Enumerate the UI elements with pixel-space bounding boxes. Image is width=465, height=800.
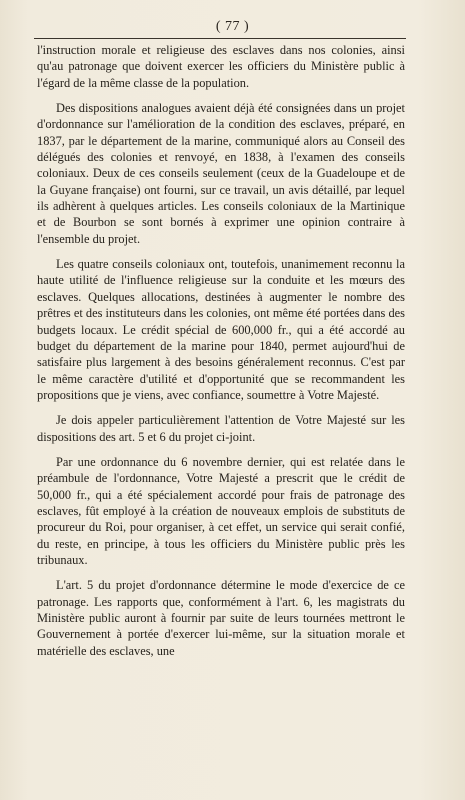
paragraph-article-5: L'art. 5 du projet d'ordonnance détermine le mode d'exercice de ce patronage. Les rapports que, conformément à l'art. 6, les magistrats du Ministère public auront à fournir par suite de leurs tournées mettront le Gouvernement à portée d'exercer lui-même, sur la situation morale et matérielle des esclaves, une (37, 578, 405, 658)
page-number: ( 77 ) (215, 19, 250, 34)
paragraph-ordonnance-novembre: Par une ordonnance du 6 novembre dernier, qui est relatée dans le préambule de l'ordonnance, Votre Majesté a prescrit que le crédit de 50,000 fr., qui a été spécialement accordé pour frais de patronage des esclaves, fût employé à la création de nouveaux emplois de substituts de procureur du Roi, pour organiser, à cet effet, un service qui serait confié, du reste, en principe, à tous les officiers du Ministère public près les tribunaux. (37, 454, 405, 567)
paragraph-continuation: l'instruction morale et religieuse des esclaves dans nos colonies, ainsi qu'au patronage que doivent exercer les officiers du Ministère public à l'égard de la même classe de la population. (37, 43, 405, 90)
paragraph-project-ordonnance: Des dispositions analogues avaient déjà été consignées dans un projet d'ordonnance sur l'amélioration de la condition des esclaves, préparé, en 1837, par le département de la marine, communiqué alors au Conseil des délégués des colonies et renvoyé, en 1838, à l'examen des conseils coloniaux. Deux de ces conseils seulement (ceux de la Guadeloupe et de la Guyane française) ont fourni, sur ce travail, un avis détaillé, par lequel ils adhèrent à quelques articles. Les conseils coloniaux de la Martinique et de Bourbon se sont bornés à exprimer une opinion contraire à l'ensemble du projet. (37, 101, 405, 246)
paragraph-attention: Je dois appeler particulièrement l'attention de Votre Majesté sur les dispositions des art. 5 et 6 du projet ci-joint. (37, 413, 405, 444)
header-rule (34, 38, 406, 39)
paragraph-conseils-coloniaux: Les quatre conseils coloniaux ont, toutefois, unanimement reconnu la haute utilité de l'influence religieuse sur la conduite et les mœurs des esclaves. Quelques allocations, destinées à augmenter le nombre des prêtres et des instituteurs dans les colonies, ont même été portées dans des budgets locaux. Le crédit spécial de 600,000 fr., qui a été accordé au budget du département de la marine pour 1840, permet aujourd'hui de satisfaire plus largement à des besoins généralement reconnus. C'est par le même caractère d'utilité et d'opportunité que se recommandent les propositions que je viens, avec confiance, soumettre à Votre Majesté. (37, 257, 405, 402)
body-text (37, 42, 405, 668)
